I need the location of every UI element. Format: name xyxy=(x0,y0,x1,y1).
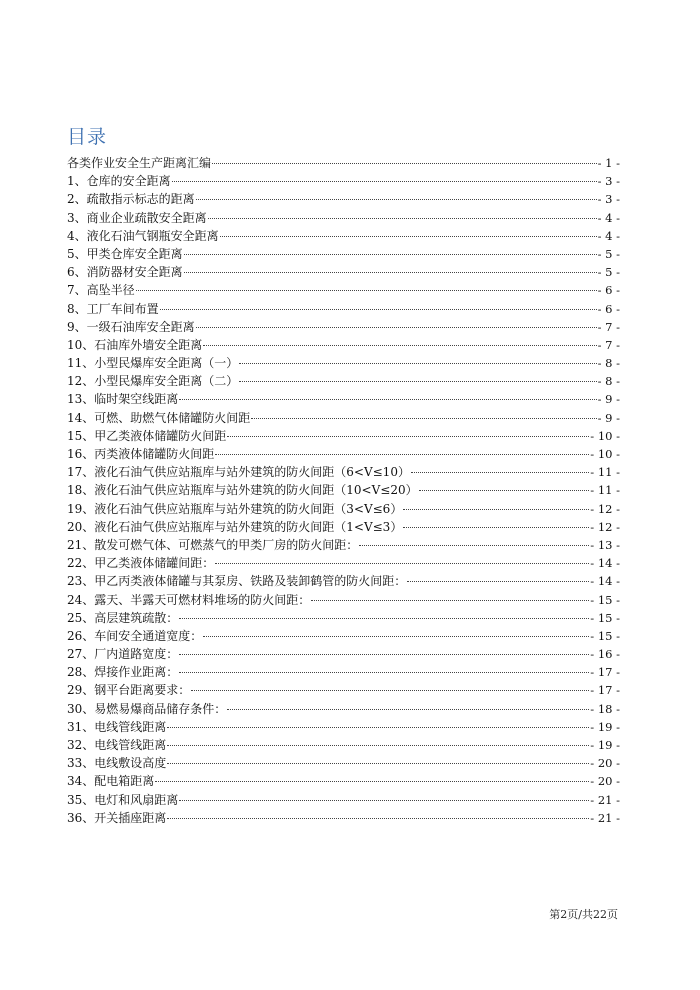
toc-leader-dots xyxy=(184,272,597,273)
toc-entry-label: 5、甲类仓库安全距离 xyxy=(67,246,183,261)
toc-entry-page: - 17 - xyxy=(590,665,620,680)
toc-entry[interactable] xyxy=(67,554,620,572)
toc-entry[interactable] xyxy=(67,518,620,536)
toc-entry[interactable] xyxy=(67,190,620,208)
toc-title: 目录 xyxy=(67,126,108,148)
toc-entry-page: - 9 - xyxy=(597,392,620,407)
toc-entry[interactable] xyxy=(67,463,620,481)
toc-entry[interactable] xyxy=(67,754,620,772)
toc-leader-dots xyxy=(167,745,589,746)
toc-entry-label: 4、液化石油气钢瓶安全距离 xyxy=(67,228,219,243)
toc-entry-page: - 11 - xyxy=(590,483,620,498)
toc-entry-label: 17、液化石油气供应站瓶库与站外建筑的防火间距（6<V≤10） xyxy=(67,465,410,480)
toc-entry-page: - 5 - xyxy=(597,265,620,280)
toc-entry-label: 30、易燃易爆商品储存条件： xyxy=(67,701,227,716)
toc-entry[interactable] xyxy=(67,500,620,518)
toc-leader-dots xyxy=(196,327,597,328)
toc-entry-page: - 5 - xyxy=(597,246,620,261)
toc-entry-page: - 6 - xyxy=(597,283,620,298)
toc-leader-dots xyxy=(179,654,589,655)
toc-leader-dots xyxy=(220,236,597,237)
toc-entry-label: 20、液化石油气供应站瓶库与站外建筑的防火间距（1<V≤3） xyxy=(67,519,403,534)
toc-entry[interactable] xyxy=(67,681,620,699)
toc-entry[interactable] xyxy=(67,481,620,499)
toc-entry-page: - 20 - xyxy=(590,774,620,789)
toc-entry-page: - 8 - xyxy=(597,356,620,371)
toc-entry[interactable] xyxy=(67,336,620,354)
toc-entry[interactable] xyxy=(67,736,620,754)
toc-entry-label: 3、商业企业疏散安全距离 xyxy=(67,210,207,225)
toc-entry-label: 6、消防器材安全距离 xyxy=(67,265,183,280)
toc-entry[interactable] xyxy=(67,245,620,263)
toc-leader-dots xyxy=(403,509,589,510)
toc-leader-dots xyxy=(167,818,589,819)
toc-leader-dots xyxy=(184,254,597,255)
toc-entry-page: - 3 - xyxy=(597,174,620,189)
toc-leader-dots xyxy=(215,454,589,455)
toc-leader-dots xyxy=(179,399,596,400)
toc-entry-page: - 14 - xyxy=(590,556,620,571)
toc-leader-dots xyxy=(208,218,597,219)
toc-leader-dots xyxy=(172,181,597,182)
toc-entry[interactable] xyxy=(67,372,620,390)
toc-entry-label: 34、配电箱距离 xyxy=(67,774,155,789)
toc-entry[interactable] xyxy=(67,791,620,809)
toc-leader-dots xyxy=(136,290,597,291)
toc-entry-label: 32、电线管线距离 xyxy=(67,738,167,752)
toc-leader-dots xyxy=(167,763,589,764)
toc-entry[interactable] xyxy=(67,772,620,790)
toc-entry-page: - 4 - xyxy=(597,210,620,225)
toc-leader-dots xyxy=(179,618,589,619)
toc-leader-dots xyxy=(196,199,597,200)
toc-entry-label: 33、电线敷设高度 xyxy=(67,756,167,771)
toc-entry-label: 12、小型民爆库安全距离（二） xyxy=(67,374,239,389)
toc-entry-label: 15、甲乙类液体储罐防火间距 xyxy=(67,428,227,443)
toc-entry-label: 22、甲乙类液体储罐间距： xyxy=(67,556,215,571)
toc-entry-label: 26、车间安全通道宽度： xyxy=(67,628,203,643)
toc-entry-label: 29、钢平台距离要求： xyxy=(67,683,191,698)
toc-entry-page: - 3 - xyxy=(597,192,620,207)
toc-leader-dots xyxy=(203,636,589,637)
toc-entry-page: - 20 - xyxy=(590,756,620,771)
toc-leader-dots xyxy=(403,527,589,528)
toc-entry[interactable] xyxy=(67,809,620,827)
toc-entry-page: - 15 - xyxy=(590,592,620,607)
toc-entry-label: 7、高坠半径 xyxy=(67,283,135,298)
toc-leader-dots xyxy=(212,163,597,164)
toc-entry-label: 16、丙类液体储罐防火间距 xyxy=(67,447,215,461)
toc-entry[interactable] xyxy=(67,172,620,190)
toc-entry[interactable] xyxy=(67,700,620,718)
toc-entry-label: 23、甲乙丙类液体储罐与其泵房、铁路及装卸鹤管的防火间距： xyxy=(67,574,407,589)
toc-entry-page: - 6 - xyxy=(597,301,620,316)
toc-entry-label: 8、工厂车间布置 xyxy=(67,301,159,316)
toc-leader-dots xyxy=(179,800,589,801)
toc-entry[interactable] xyxy=(67,645,620,663)
toc-leader-dots xyxy=(227,709,589,710)
toc-entry-label: 13、临时架空线距离 xyxy=(67,392,179,407)
toc-entry-label: 11、小型民爆库安全距离（一） xyxy=(67,356,239,371)
toc-leader-dots xyxy=(251,418,596,419)
toc-leader-dots xyxy=(419,490,590,491)
toc-entry-label: 9、一级石油库安全距离 xyxy=(67,319,195,334)
toc-entry-page: - 10 - xyxy=(590,428,620,443)
toc-entry-label: 25、高层建筑疏散： xyxy=(67,610,179,625)
toc-leader-dots xyxy=(239,381,596,382)
toc-entry-page: - 14 - xyxy=(590,574,620,589)
toc-entry[interactable] xyxy=(67,427,620,445)
toc-entry-page: - 18 - xyxy=(590,701,620,716)
toc-entry-page: - 21 - xyxy=(590,810,620,825)
toc-entry[interactable] xyxy=(67,263,620,281)
toc-leader-dots xyxy=(203,345,596,346)
toc-entry[interactable] xyxy=(67,536,620,554)
toc-entry-label: 28、焊接作业距离： xyxy=(67,665,179,680)
toc-entry-page: - 17 - xyxy=(590,683,620,698)
toc-entry-label: 24、露天、半露天可燃材料堆场的防火间距： xyxy=(67,592,311,607)
toc-list xyxy=(67,154,620,827)
toc-leader-dots xyxy=(215,563,589,564)
toc-leader-dots xyxy=(167,727,589,728)
toc-entry-page: - 13 - xyxy=(590,537,620,552)
toc-entry[interactable] xyxy=(67,300,620,318)
toc-entry-label: 27、厂内道路宽度： xyxy=(67,647,179,662)
toc-entry-label: 14、可燃、助燃气体储罐防火间距 xyxy=(67,410,251,425)
toc-leader-dots xyxy=(411,472,589,473)
toc-entry-page: - 12 - xyxy=(590,501,620,516)
toc-entry-page: - 16 - xyxy=(590,647,620,662)
toc-leader-dots xyxy=(407,581,589,582)
toc-entry[interactable] xyxy=(67,445,620,463)
toc-entry[interactable] xyxy=(67,609,620,627)
toc-entry-label: 19、液化石油气供应站瓶库与站外建筑的防火间距（3<V≤6） xyxy=(67,501,403,516)
toc-entry[interactable] xyxy=(67,354,620,372)
toc-entry-page: - 7 - xyxy=(597,337,620,352)
page-footer: 第2页/共22页 xyxy=(549,908,618,921)
toc-entry-label: 1、仓库的安全距离 xyxy=(67,174,171,189)
toc-leader-dots xyxy=(191,690,589,691)
toc-entry-page: - 19 - xyxy=(590,719,620,734)
toc-entry[interactable] xyxy=(67,154,620,172)
toc-entry-label: 31、电线管线距离 xyxy=(67,719,167,734)
toc-entry-page: - 10 - xyxy=(590,447,620,461)
toc-entry[interactable] xyxy=(67,209,620,227)
toc-entry[interactable] xyxy=(67,227,620,245)
toc-leader-dots xyxy=(239,363,596,364)
toc-leader-dots xyxy=(179,672,589,673)
toc-entry[interactable] xyxy=(67,390,620,408)
toc-entry-page: - 21 - xyxy=(590,792,620,807)
toc-leader-dots xyxy=(155,781,589,782)
toc-leader-dots xyxy=(359,545,589,546)
toc-entry-label: 36、开关插座距离 xyxy=(67,810,167,825)
toc-entry-label: 35、电灯和风扇距离 xyxy=(67,792,179,807)
toc-entry[interactable] xyxy=(67,591,620,609)
toc-entry-page: - 4 - xyxy=(597,228,620,243)
toc-entry-page: - 15 - xyxy=(590,628,620,643)
toc-leader-dots xyxy=(160,309,597,310)
toc-entry[interactable] xyxy=(67,409,620,427)
toc-entry-page: - 1 - xyxy=(597,156,620,170)
toc-entry-label: 10、石油库外墙安全距离 xyxy=(67,337,203,352)
toc-entry-page: - 9 - xyxy=(597,410,620,425)
toc-entry[interactable] xyxy=(67,572,620,590)
toc-leader-dots xyxy=(311,600,589,601)
toc-entry-page: - 15 - xyxy=(590,610,620,625)
toc-entry[interactable] xyxy=(67,627,620,645)
toc-entry-page: - 7 - xyxy=(597,319,620,334)
toc-leader-dots xyxy=(227,436,589,437)
toc-entry-label: 21、散发可燃气体、可燃蒸气的甲类厂房的防火间距： xyxy=(67,537,359,552)
toc-entry-label: 各类作业安全生产距离汇编 xyxy=(67,156,212,170)
toc-entry[interactable] xyxy=(67,318,620,336)
toc-entry-page: - 12 - xyxy=(590,519,620,534)
toc-entry-page: - 8 - xyxy=(597,374,620,389)
toc-entry-page: - 11 - xyxy=(590,465,620,480)
toc-entry[interactable] xyxy=(67,281,620,299)
toc-entry-label: 2、疏散指示标志的距离 xyxy=(67,192,195,207)
toc-entry[interactable] xyxy=(67,663,620,681)
toc-entry-page: - 19 - xyxy=(590,738,620,752)
toc-entry-label: 18、液化石油气供应站瓶库与站外建筑的防火间距（10<V≤20） xyxy=(67,483,418,498)
toc-entry[interactable] xyxy=(67,718,620,736)
